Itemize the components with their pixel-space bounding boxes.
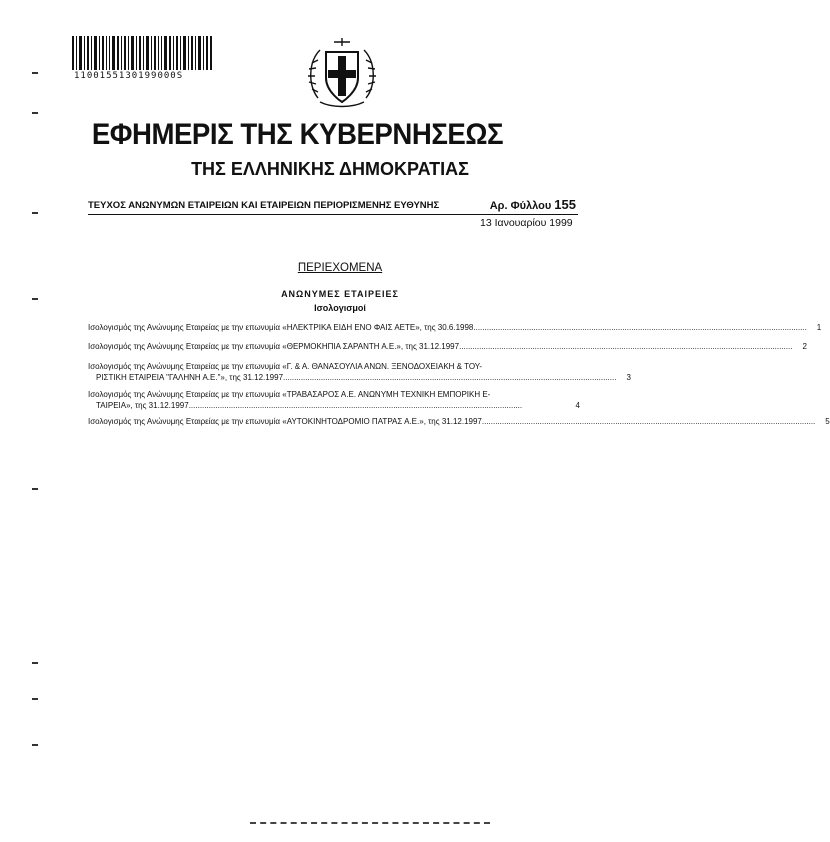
toc-leader <box>283 372 616 383</box>
gazette-title: ΕΦΗΜΕΡΙΣ ΤΗΣ ΚΥΒΕΡΝΗΣΕΩΣ <box>91 118 504 151</box>
gazette-subtitle: ΤΗΣ ΕΛΛΗΝΙΚΗΣ ΔΗΜΟΚΡΑΤΙΑΣ <box>191 159 469 179</box>
toc-leader <box>459 341 792 352</box>
toc-entry <box>88 361 631 383</box>
toc-entry-page: 3 <box>626 373 631 382</box>
toc-entry <box>88 322 822 333</box>
section-heading: ΑΝΩΝΥΜΕΣ ΕΤΑΙΡΕΙΕΣ <box>281 289 399 299</box>
issue-label: Αρ. Φύλλου <box>489 200 552 212</box>
scan-mark <box>32 212 38 214</box>
scan-noise <box>250 822 490 826</box>
subsection-heading: Ισολογισμοί <box>314 303 366 313</box>
toc-entry-text: Ισολογισμός της Ανώνυμης Εταιρείας με την επωνυμία «ΘΕΡΜΟΚΗΠΙΑ ΣΑΡΑΝΤΗ Α.Ε.», της 31.12.1997 <box>88 342 460 351</box>
toc-leader <box>189 400 566 411</box>
toc-entry-page: 5 <box>825 417 830 426</box>
barcode <box>72 36 212 70</box>
toc-entry-text: Ισολογισμός της Ανώνυμης Εταιρείας με την επωνυμία «ΗΛΕΚΤΡΙΚΑ ΕΙΔΗ ΕΝΟ ΦΑΙΣ ΑΕΤΕ», της 30.6.1998 <box>88 323 474 332</box>
scan-mark <box>32 72 38 74</box>
toc-entry-page: 4 <box>575 401 580 410</box>
barcode-number: 1100155130199000S <box>74 71 184 81</box>
scan-mark <box>32 698 38 700</box>
scan-mark <box>32 488 38 490</box>
toc-entry-text: Ισολογισμός της Ανώνυμης Εταιρείας με την επωνυμία «Γ. & Α. ΘΑΝΑΣΟΥΛΙΑ ΑΝΩΝ. ΞΕΝΟΔΟΧΕΙΑΚΗ & ΤΟΥ- <box>88 362 483 371</box>
toc-entry-text-continued: ΡΙΣΤΙΚΗ ΕΤΑΙΡΕΙΑ "ΓΑΛΗΝΗ Α.Ε."», της 31.12.1997 <box>96 373 284 382</box>
scan-mark <box>32 298 38 300</box>
scan-mark <box>32 744 38 746</box>
issue-date: 13 Ιανουαρίου 1999 <box>480 217 573 229</box>
toc-entry-page: 2 <box>802 342 807 351</box>
toc-entry-text-continued: ΤΑΙΡΕΙΑ», της 31.12.1997 <box>96 401 189 410</box>
issue-number <box>490 197 576 212</box>
scan-mark <box>32 112 38 114</box>
contents-heading: ΠΕΡΙΕΧΟΜΕΝΑ <box>297 262 383 274</box>
toc-entry-text: Ισολογισμός της Ανώνυμης Εταιρείας με την επωνυμία «ΤΡΑΒΑΣΑΡΟΣ Α.Ε. ΑΝΩΝΥΜΗ ΤΕΧΝΙΚΗ ΕΜΠΟΡΙΚΗ Ε- <box>88 390 491 399</box>
issue-number-value: 155 <box>554 197 576 212</box>
toc-leader <box>473 322 806 333</box>
coat-of-arms-icon <box>304 36 380 112</box>
toc-entry-page: 1 <box>816 323 822 332</box>
toc-entry-text: Ισολογισμός της Ανώνυμης Εταιρείας με την επωνυμία «ΑΥΤΟΚΙΝΗΤΟΔΡΟΜΙΟ ΠΑΤΡΑΣ Α.Ε.», της 31.12.1997 <box>88 417 482 426</box>
toc-entry <box>88 416 830 427</box>
toc-entry <box>88 341 807 352</box>
issue-title: ΤΕΥΧΟΣ ΑΝΩΝΥΜΩΝ ΕΤΑΙΡΕΙΩΝ ΚΑΙ ΕΤΑΙΡΕΙΩΝ ΠΕΡΙΟΡΙΣΜΕΝΗΣ ΕΥΘΥΝΗΣ <box>88 200 440 211</box>
scan-mark <box>32 662 38 664</box>
toc-entry <box>88 389 580 411</box>
issue-header <box>88 197 578 215</box>
toc-leader <box>482 416 815 427</box>
